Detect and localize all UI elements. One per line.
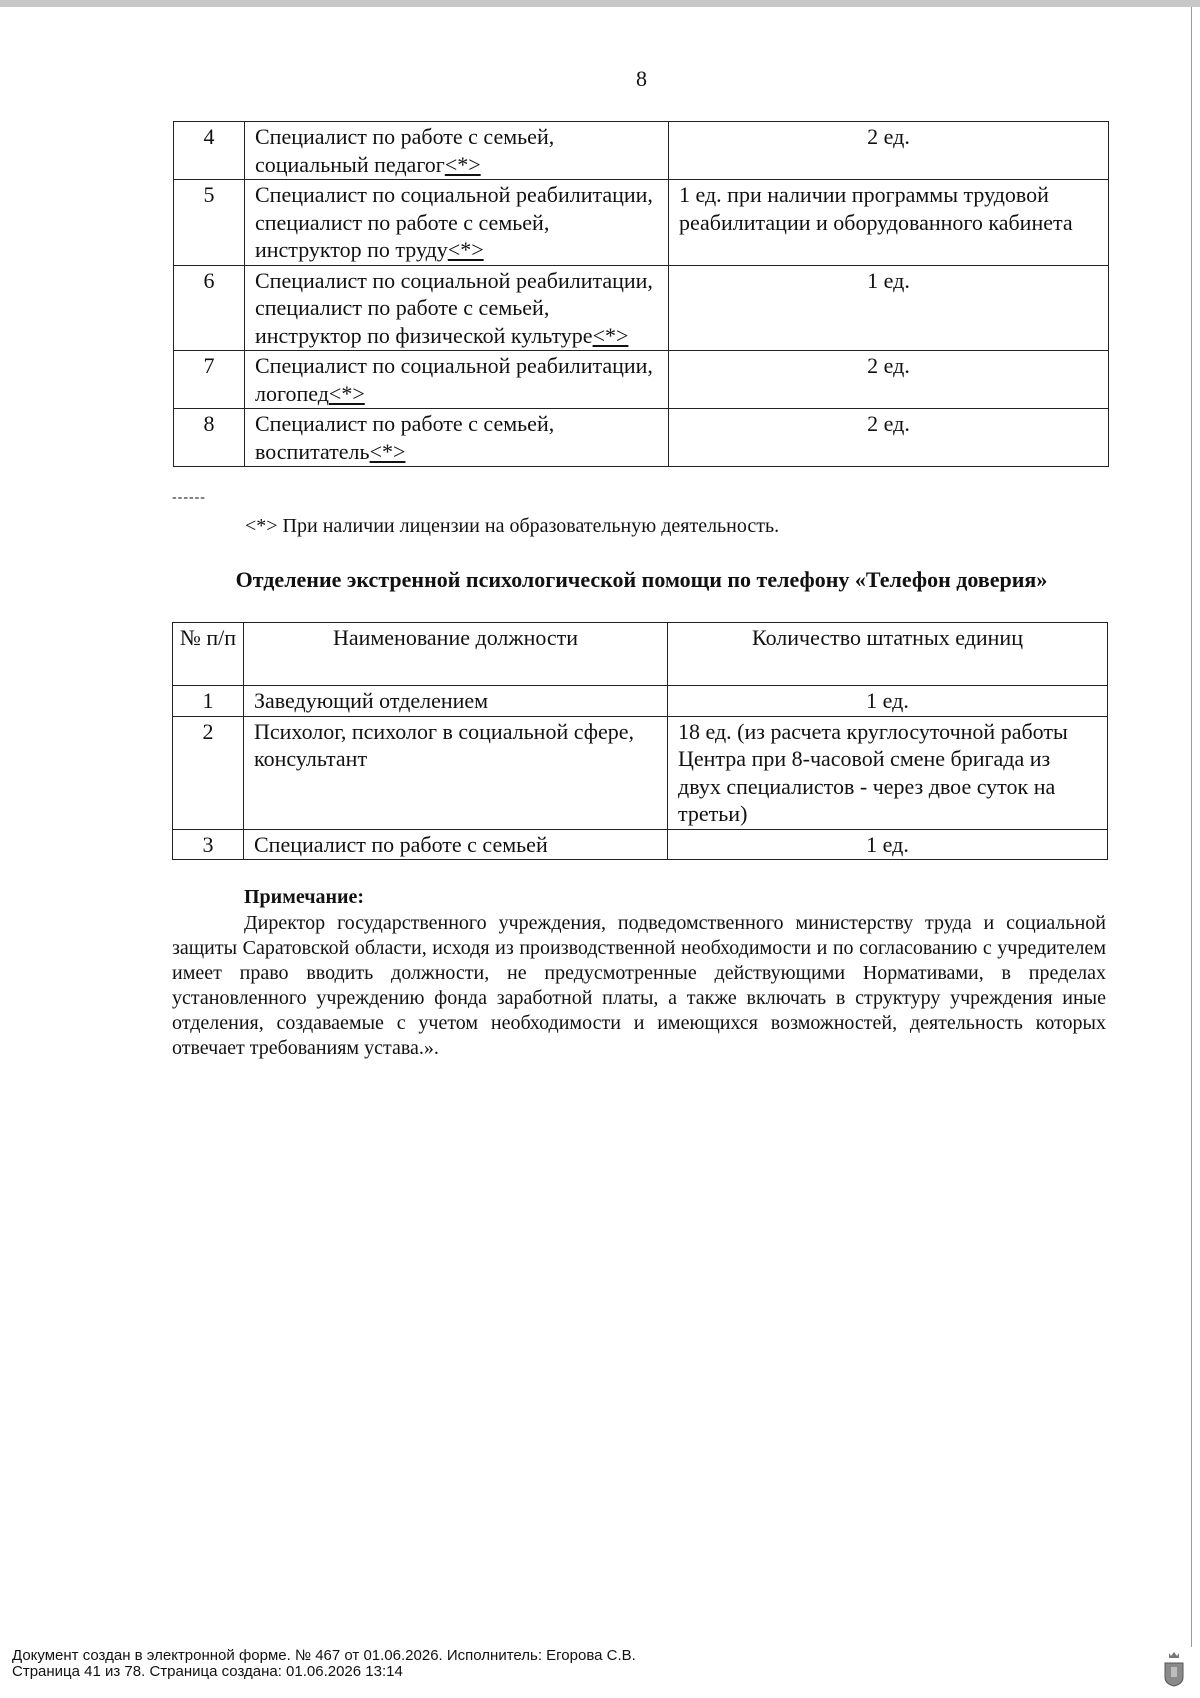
scan-top-strip	[0, 0, 1200, 7]
position-cell: Заведующий отделением	[244, 686, 668, 717]
page-number: 8	[636, 66, 647, 91]
footer-line-document-info: Документ создан в электронной форме. № 467 от 01.06.2026. Исполнитель: Егорова С.В.	[12, 1647, 636, 1664]
row-number: 3	[173, 829, 244, 860]
footnote-mark: <*>	[328, 380, 365, 406]
footnote-mark: <*>	[444, 151, 481, 177]
quantity-cell: 1 ед. при наличии программы трудовой реабилитации и оборудованного кабинета	[669, 180, 1109, 266]
header-quantity: Количество штатных единиц	[668, 623, 1108, 686]
note-heading: Примечание:	[244, 886, 365, 908]
staff-table-continued	[173, 121, 1109, 467]
quantity-cell: 2 ед.	[669, 122, 1109, 180]
footnote-mark: <*>	[592, 322, 629, 348]
row-number: 6	[174, 265, 245, 351]
footer-line-page-info: Страница 41 из 78. Страница создана: 01.06.2026 13:14	[12, 1663, 403, 1680]
position-cell: Специалист по социальной реабилитации, логопед<*>	[245, 351, 669, 409]
row-number: 2	[173, 716, 244, 829]
row-number: 7	[174, 351, 245, 409]
table-row	[173, 686, 1108, 717]
quantity-cell: 1 ед.	[669, 265, 1109, 351]
row-number: 8	[174, 409, 245, 467]
position-cell: Специалист по работе с семьей	[244, 829, 668, 860]
position-cell: Специалист по социальной реабилитации, специалист по работе с семьей, инструктор по физической культуре<*>	[245, 265, 669, 351]
header-position: Наименование должности	[244, 623, 668, 686]
quantity-cell: 1 ед.	[668, 686, 1108, 717]
coat-of-arms-icon	[1163, 1651, 1185, 1687]
staff-table-hotline	[172, 622, 1108, 860]
table-row	[174, 180, 1109, 266]
row-number: 1	[173, 686, 244, 717]
row-number: 5	[174, 180, 245, 266]
footnote-mark: <*>	[447, 237, 484, 262]
row-number: 4	[174, 122, 245, 180]
page-right-edge	[1191, 7, 1192, 1647]
note-text: Директор государственного учреждения, подведомственного министерству труда и социальной защиты Саратовской области, исходя из производственной необходимости и по согласованию с учредителем имеет право вводить должности, не предусмотренные действующими Нормативами, в пределах установленного учреждению фонда заработной платы, а также включать в структуру учреждения иные отделения, создаваемые с учетом необходимости и имеющихся возможностей, деятельность которых отвечает требованиям устава.».	[172, 912, 1106, 1059]
table-header-row	[173, 623, 1108, 686]
table-row	[174, 122, 1109, 180]
position-cell: Специалист по работе с семьей, воспитатель<*>	[245, 409, 669, 467]
table-row	[174, 409, 1109, 467]
table-row	[173, 829, 1108, 860]
table-row	[173, 716, 1108, 829]
footnote-mark: <*>	[369, 438, 406, 464]
document-footer	[12, 1648, 636, 1680]
footnote: <*> При наличии лицензии на образовательную деятельность.	[245, 515, 780, 537]
position-cell: Специалист по социальной реабилитации, специалист по работе с семьей, инструктор по труду<*>	[245, 180, 669, 266]
quantity-cell: 2 ед.	[669, 409, 1109, 467]
table-row	[174, 265, 1109, 351]
header-number: № п/п	[173, 623, 244, 686]
section-title: Отделение экстренной психологической помощи по телефону «Телефон доверия»	[235, 567, 1048, 592]
quantity-cell: 2 ед.	[669, 351, 1109, 409]
position-cell: Психолог, психолог в социальной сфере, консультант	[244, 716, 668, 829]
quantity-cell: 18 ед. (из расчета круглосуточной работы Центра при 8-часовой смене бригада из двух специалистов - через двое суток на третьи)	[668, 716, 1108, 829]
footnote-separator: ------	[172, 490, 206, 505]
table-row	[174, 351, 1109, 409]
quantity-cell: 1 ед.	[668, 829, 1108, 860]
position-cell: Специалист по работе с семьей, социальный педагог<*>	[245, 122, 669, 180]
